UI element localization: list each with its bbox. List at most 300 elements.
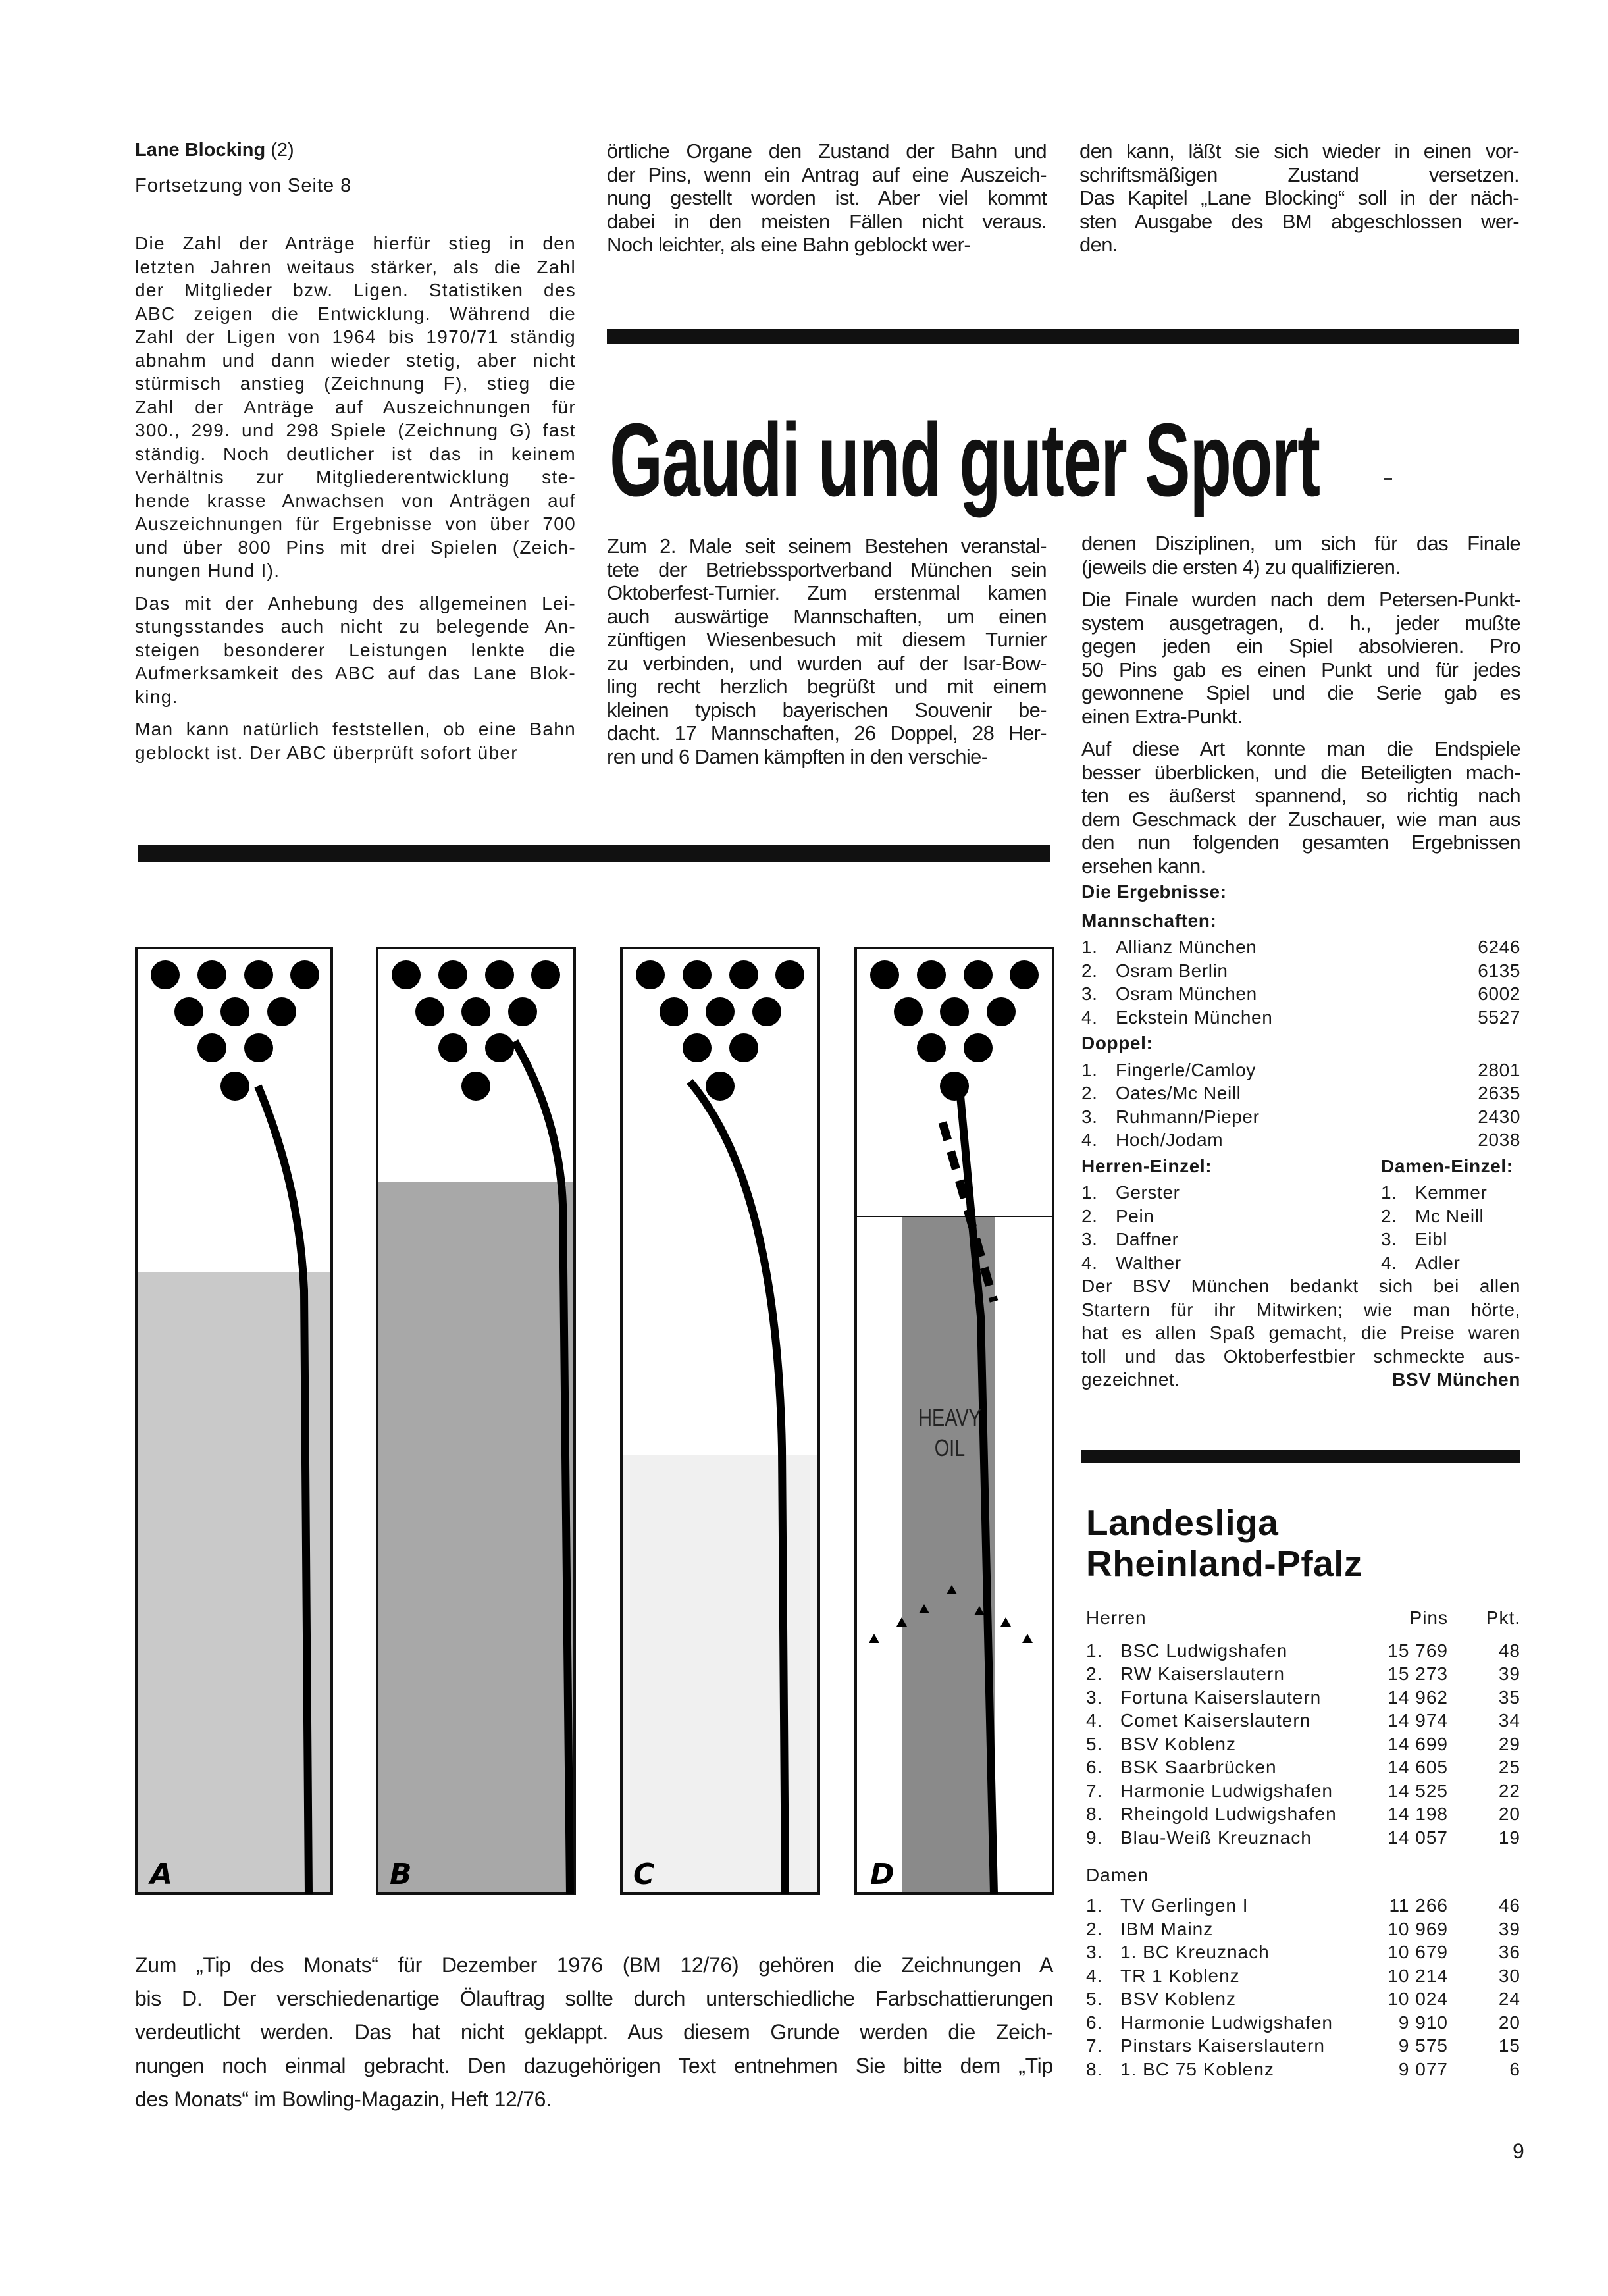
article-title: Gaudi und guter Sport xyxy=(609,402,1320,518)
rank: 9. xyxy=(1086,1827,1103,1848)
rank: 1. xyxy=(1086,1895,1103,1916)
entry xyxy=(1086,2059,1274,2083)
table-row xyxy=(1086,1919,1520,1943)
gaudi-col3-text xyxy=(1081,532,1520,877)
entry xyxy=(1081,1128,1223,1152)
pin xyxy=(729,960,758,989)
entry xyxy=(1086,1710,1310,1734)
team-name: Fortuna Kaiserslautern xyxy=(1120,1686,1322,1708)
pin xyxy=(220,997,249,1026)
table-header xyxy=(1086,1607,1520,1631)
pin xyxy=(1010,960,1039,989)
text-line: dem Geschmack der Zuschauer, wie man aus xyxy=(1081,807,1520,831)
text-line: Die Zahl der Anträge hierfür stieg in den xyxy=(135,233,576,253)
list-item xyxy=(1081,935,1520,959)
pins: 14 057 xyxy=(1388,1827,1448,1848)
pins: 9 077 xyxy=(1398,2058,1448,2079)
team-name: Comet Kaiserslautern xyxy=(1120,1710,1311,1731)
pin xyxy=(244,1033,273,1062)
pin xyxy=(964,960,993,989)
name: Eibl xyxy=(1415,1229,1448,1249)
table-row xyxy=(1086,2035,1520,2059)
points: 24 xyxy=(1498,1989,1520,2009)
text-line: Auszeichnungen für Ergebnisse von über 700 xyxy=(135,513,576,534)
pin xyxy=(660,997,688,1026)
team-name: IBM Mainz xyxy=(1120,1918,1214,1939)
points: 29 xyxy=(1498,1733,1520,1754)
list-item xyxy=(1081,1228,1381,1251)
text-line: den. xyxy=(1079,233,1118,256)
table-row xyxy=(1086,1640,1520,1664)
text-line: ABC zeigen die Entwicklung. Während die xyxy=(135,303,576,324)
values xyxy=(1362,1781,1520,1804)
name: Pein xyxy=(1116,1205,1154,1226)
text-line: (jeweils die ersten 4) zu qualifizieren. xyxy=(1081,555,1401,579)
rank: 2. xyxy=(1081,1083,1098,1103)
heading-bold: Lane Blocking xyxy=(135,140,266,161)
herren-einzel xyxy=(1081,1155,1381,1275)
pin xyxy=(461,997,490,1026)
text-line: ersehen kann. xyxy=(1081,854,1206,877)
entry xyxy=(1086,1640,1287,1664)
paragraph xyxy=(1081,532,1520,579)
text-line: ling recht herzlich begrüßt und mit einem xyxy=(607,675,1047,698)
landesliga-section xyxy=(1086,1502,1520,2082)
heavy-oil-label-2: OIL xyxy=(934,1434,966,1461)
entry xyxy=(1081,1058,1256,1082)
pin xyxy=(894,997,923,1026)
name: Kemmer xyxy=(1415,1182,1488,1203)
paragraph xyxy=(1081,737,1520,877)
pin xyxy=(485,1033,514,1062)
text-line: ren und 6 Damen kämpften in den verschie- xyxy=(607,744,988,768)
text-line: ständig. Noch deutlicher ist das in keinem xyxy=(135,443,576,464)
text-line: hende krasse Anwachsen von Anträgen auf xyxy=(135,490,576,511)
pins: 14 699 xyxy=(1388,1733,1448,1754)
score: 6246 xyxy=(1478,937,1520,957)
points: 36 xyxy=(1498,1942,1520,1962)
text-line: Noch leichter, als eine Bahn geblockt wer- xyxy=(607,233,971,256)
score: 2038 xyxy=(1478,1130,1520,1150)
values xyxy=(1362,1966,1520,1989)
damen-einzel xyxy=(1381,1155,1520,1275)
text-line: Das Kapitel „Lane Blocking“ soll in der näch- xyxy=(1079,186,1519,209)
points: 30 xyxy=(1498,1965,1520,1986)
pin xyxy=(706,997,735,1026)
pin xyxy=(917,960,946,989)
title-dash xyxy=(1384,478,1392,480)
entry xyxy=(1086,1919,1213,1943)
pin xyxy=(964,1033,993,1062)
name: Ruhmann/Pieper xyxy=(1116,1106,1260,1127)
lane-label-c: C xyxy=(633,1858,655,1891)
score: 2635 xyxy=(1478,1083,1520,1103)
page-number: 9 xyxy=(1513,2139,1524,2163)
entry xyxy=(1081,1006,1272,1030)
lane-blocking-col3 xyxy=(1079,140,1519,266)
rank: 2. xyxy=(1081,960,1098,981)
values xyxy=(1362,1919,1520,1943)
text-line: auch auswärtige Mannschaften, um einen xyxy=(607,604,1047,628)
table-row xyxy=(1086,1757,1520,1781)
text-line: sten Ausgabe des BM abgeschlossen wer- xyxy=(1079,209,1519,233)
entry xyxy=(1081,1251,1181,1275)
pin xyxy=(290,960,319,989)
values xyxy=(1362,1710,1520,1734)
text-line: king. xyxy=(135,686,178,707)
score: 5527 xyxy=(1478,1006,1520,1028)
name: Daffner xyxy=(1116,1229,1179,1249)
list-item xyxy=(1081,1205,1381,1228)
team-name: BSC Ludwigshafen xyxy=(1120,1640,1288,1661)
rank: 6. xyxy=(1086,2012,1103,2033)
heavy-oil-label-1: HEAVY xyxy=(918,1403,981,1431)
text-line: Das mit der Anhebung des allgemeinen Lei- xyxy=(135,592,576,613)
rank: 1. xyxy=(1381,1182,1397,1203)
entry xyxy=(1081,935,1257,959)
rank: 2. xyxy=(1086,1918,1103,1939)
rank: 4. xyxy=(1381,1252,1397,1273)
points: 39 xyxy=(1498,1663,1520,1684)
list-item xyxy=(1081,982,1520,1006)
table-row xyxy=(1086,1804,1520,1827)
paragraph xyxy=(1079,140,1519,257)
lane-label-a: A xyxy=(150,1858,173,1891)
text-line: zünftigen Wiesenbesuch mit diesem Turnier xyxy=(607,628,1047,651)
divider-bar xyxy=(1081,1450,1520,1463)
team-name: 1. BC 75 Koblenz xyxy=(1120,2058,1274,2079)
entry xyxy=(1081,982,1257,1006)
team-name: BSV Koblenz xyxy=(1120,1989,1236,2009)
team-name: Pinstars Kaiserslautern xyxy=(1120,2035,1325,2056)
text-line: schriftsmäßigen Zustand versetzen. xyxy=(1079,163,1519,186)
entry xyxy=(1086,1781,1333,1804)
damen-label: Damen xyxy=(1086,1865,1149,1885)
text-line: Oktoberfest-Turnier. Zum erstenmal kamen xyxy=(607,581,1047,604)
name: Eckstein München xyxy=(1116,1006,1273,1028)
pin xyxy=(197,960,226,989)
doppel-list xyxy=(1081,1058,1520,1152)
score: 2430 xyxy=(1478,1106,1520,1127)
entry xyxy=(1381,1251,1460,1275)
text-line: Startern für ihr Mitwirken; wie man hörte, xyxy=(1081,1299,1520,1320)
text-line: gegen jeden ein Spiel absolvieren. Pro xyxy=(1081,635,1520,658)
text-line: Zum 2. Male seit seinem Bestehen veranstal- xyxy=(607,535,1047,558)
values xyxy=(1362,1640,1520,1664)
signature: BSV München xyxy=(1392,1369,1520,1390)
pin xyxy=(775,960,804,989)
rank: 3. xyxy=(1086,1942,1103,1962)
rank: 4. xyxy=(1081,1252,1098,1273)
pin xyxy=(940,997,969,1026)
rank: 2. xyxy=(1086,1663,1103,1684)
lane-label-b: B xyxy=(390,1858,412,1891)
text-line: Die Finale wurden nach dem Petersen-Punkt- xyxy=(1081,588,1520,611)
lane-label-d: D xyxy=(870,1858,895,1891)
name: Mc Neill xyxy=(1415,1205,1484,1226)
points: 20 xyxy=(1498,2012,1520,2033)
list-item xyxy=(1381,1251,1520,1275)
pin xyxy=(151,960,180,989)
text-line: kleinen typisch bayerischen Souvenir be- xyxy=(607,698,1047,721)
text-line: tete der Betriebssportverband München sein xyxy=(607,558,1047,581)
entry xyxy=(1086,1895,1249,1919)
damen-table xyxy=(1086,1895,1520,2082)
text-line: stungsstandes auch nicht zu belegende An- xyxy=(135,616,576,637)
pin xyxy=(729,1033,758,1062)
rank: 2. xyxy=(1081,1205,1098,1226)
pins: 10 969 xyxy=(1388,1918,1448,1939)
name: Osram Berlin xyxy=(1116,960,1228,981)
heading-suffix: (2) xyxy=(265,140,294,161)
values xyxy=(1362,2012,1520,2036)
values xyxy=(1362,1663,1520,1687)
rank: 5. xyxy=(1086,1989,1103,2009)
text-line: letzten Jahren weitaus stärker, als die Zahl xyxy=(135,256,576,277)
values xyxy=(1362,1804,1520,1827)
text-line: bis D. Der verschiedenartige Ölauftrag sollte durch unterschiedliche Farbschattierungen xyxy=(135,1987,1053,2010)
team-name: Harmonie Ludwigshafen xyxy=(1120,1780,1333,1801)
rank: 1. xyxy=(1081,1059,1098,1080)
values xyxy=(1362,1757,1520,1781)
text-line: Der BSV München bedankt sich bei allen xyxy=(1081,1276,1520,1296)
list-item xyxy=(1081,1006,1520,1030)
text-line: Verhältnis zur Mitgliederentwicklung ste- xyxy=(135,467,576,487)
entry xyxy=(1081,1181,1180,1205)
entry xyxy=(1081,1205,1154,1228)
text-line: den kann, läßt sie sich wieder in einen vor- xyxy=(1079,140,1519,163)
rank: 8. xyxy=(1086,1804,1103,1824)
landesliga-title-2: Rheinland-Pfalz xyxy=(1086,1543,1363,1584)
table-row xyxy=(1086,1827,1520,1851)
text-line: gewonnene Spiel und die Serie gab es xyxy=(1081,681,1520,704)
list-item xyxy=(1081,1105,1520,1129)
rank: 7. xyxy=(1086,1780,1103,1801)
text-line: den nun folgenden gesamten Ergebnissen xyxy=(1081,831,1520,854)
rank: 1. xyxy=(1086,1640,1103,1661)
pins: 9 575 xyxy=(1398,2035,1448,2056)
herren-table xyxy=(1086,1640,1520,1851)
rank: 5. xyxy=(1086,1733,1103,1754)
pins: 10 679 xyxy=(1388,1942,1448,1962)
team-name: Rheingold Ludwigshafen xyxy=(1120,1804,1337,1824)
name: Adler xyxy=(1415,1252,1461,1273)
pins: 15 273 xyxy=(1388,1663,1448,1684)
entry xyxy=(1086,2035,1325,2059)
text-line: Zum „Tip des Monats“ für Dezember 1976 (BM 12/76) gehören die Zeichnungen A xyxy=(135,1953,1053,1977)
text-line: und über 800 Pins mit drei Spielen (Zeich- xyxy=(135,536,576,558)
list-item xyxy=(1081,959,1520,983)
rank: 4. xyxy=(1086,1710,1103,1731)
closing-last: gezeichnet. xyxy=(1081,1369,1180,1390)
pin xyxy=(752,997,781,1026)
rank: 6. xyxy=(1086,1757,1103,1777)
text-line: der Mitglieder bzw. Ligen. Statistiken des xyxy=(135,280,576,300)
pin xyxy=(392,960,421,989)
table-row xyxy=(1086,1989,1520,2012)
text-line: besser überblicken, und die Beteiligten mach- xyxy=(1081,760,1520,784)
gaudi-col3 xyxy=(1081,532,1520,1392)
points: 15 xyxy=(1498,2035,1520,2056)
pin xyxy=(485,960,514,989)
text-line: verdeutlicht werden. Das hat nicht geklappt. Aus diesem Grunde werden die Zeich- xyxy=(135,2020,1053,2044)
text-line: dabei in den meisten Fällen nicht veraus. xyxy=(607,209,1047,233)
values xyxy=(1362,1827,1520,1851)
text-line: einen Extra-Punkt. xyxy=(1081,704,1243,728)
col-pins: Pins xyxy=(1409,1607,1448,1628)
team-name: BSK Saarbrücken xyxy=(1120,1757,1277,1777)
table-row xyxy=(1086,2012,1520,2036)
values xyxy=(1362,1734,1520,1758)
rank: 3. xyxy=(1081,1106,1098,1127)
table-row xyxy=(1086,1734,1520,1758)
pin xyxy=(706,1072,735,1101)
name: Oates/Mc Neill xyxy=(1116,1083,1241,1103)
damen-einzel-list xyxy=(1381,1181,1520,1274)
table-row xyxy=(1086,1895,1520,1919)
entry xyxy=(1081,1228,1179,1251)
table-row xyxy=(1086,1966,1520,1989)
doppel-heading: Doppel: xyxy=(1081,1033,1153,1053)
pins: 10 024 xyxy=(1388,1989,1448,2009)
entry xyxy=(1381,1205,1484,1228)
points: 25 xyxy=(1498,1757,1520,1777)
table-row xyxy=(1086,2059,1520,2083)
text-line: nungen noch einmal gebracht. Den dazugehörigen Text entnehmen Sie bitte dem „Tip xyxy=(135,2054,1053,2077)
lane-caption xyxy=(135,1948,1053,2116)
points: 20 xyxy=(1498,1804,1520,1824)
pin xyxy=(531,960,560,989)
team-name: RW Kaiserslautern xyxy=(1120,1663,1285,1684)
pins: 10 214 xyxy=(1388,1965,1448,1986)
entry xyxy=(1086,1966,1240,1989)
mannschaften-heading: Mannschaften: xyxy=(1081,910,1217,931)
pin xyxy=(461,1072,490,1101)
pin xyxy=(636,960,665,989)
list-item xyxy=(1081,1251,1381,1275)
pin xyxy=(415,997,444,1026)
text-line: nungen Hund I). xyxy=(135,560,280,581)
pin xyxy=(244,960,273,989)
pin xyxy=(267,997,296,1026)
pin xyxy=(220,1072,249,1101)
entry xyxy=(1086,2012,1333,2036)
rank: 2. xyxy=(1381,1205,1397,1226)
einzel-section xyxy=(1081,1155,1520,1275)
text-line: Zahl der Anträge auf Auszeichnungen für xyxy=(135,396,576,417)
values xyxy=(1362,2059,1520,2083)
values xyxy=(1362,1942,1520,1966)
pin xyxy=(197,1033,226,1062)
pins: 9 910 xyxy=(1398,2012,1448,2033)
text-line: geblockt ist. Der ABC überprüft sofort über xyxy=(135,742,518,763)
herren-label: Herren xyxy=(1086,1607,1147,1628)
rank: 4. xyxy=(1086,1965,1103,1986)
entry xyxy=(1086,1663,1285,1687)
pins: 14 962 xyxy=(1388,1686,1448,1708)
text-line: 300., 299. und 298 Spiele (Zeichnung G) fast xyxy=(135,420,576,440)
name: Hoch/Jodam xyxy=(1116,1130,1224,1150)
team-name: Blau-Weiß Kreuznach xyxy=(1120,1827,1312,1848)
entry xyxy=(1086,1734,1236,1758)
entry xyxy=(1086,1827,1312,1851)
pin xyxy=(683,960,712,989)
table-row xyxy=(1086,1942,1520,1966)
text-line: 50 Pins gab es einen Punkt und für jedes xyxy=(1081,658,1520,681)
results-heading: Die Ergebnisse: xyxy=(1081,881,1227,902)
landesliga-table xyxy=(1086,1607,1520,2082)
text-line: zu verbinden, und wurden auf der Isar-Bow- xyxy=(607,651,1047,675)
text-line: Auf diese Art konnte man die Endspiele xyxy=(1081,737,1520,760)
col-pkt: Pkt. xyxy=(1486,1607,1520,1628)
values xyxy=(1362,1687,1520,1711)
results xyxy=(1081,880,1520,1392)
damen-einzel-heading: Damen-Einzel: xyxy=(1381,1155,1513,1176)
entry xyxy=(1086,1804,1337,1827)
rank: 8. xyxy=(1086,2058,1103,2079)
text-line: des Monats“ im Bowling-Magazin, Heft 12/76. xyxy=(135,2087,552,2111)
rank: 3. xyxy=(1081,1229,1098,1249)
points: 34 xyxy=(1498,1710,1520,1731)
values xyxy=(1362,1989,1520,2012)
values xyxy=(1362,2035,1520,2059)
text-line: abnahm und dann wieder stetig, aber nicht xyxy=(135,350,576,371)
entry xyxy=(1086,1942,1270,1966)
text-line: hat es allen Spaß gemacht, die Preise waren xyxy=(1081,1322,1520,1343)
entry xyxy=(1081,1105,1260,1129)
name: Gerster xyxy=(1116,1182,1180,1203)
text-line: system ausgetragen, d. h., jeder mußte xyxy=(1081,611,1520,635)
mannschaften-list xyxy=(1081,935,1520,1029)
points: 46 xyxy=(1498,1895,1520,1916)
name: Fingerle/Camloy xyxy=(1116,1059,1256,1080)
text-line: nung gestellt worden ist. Aber viel kommt xyxy=(607,186,1047,209)
landesliga-title-1: Landesliga xyxy=(1086,1502,1279,1543)
text-line: stürmisch anstieg (Zeichnung F), stieg die xyxy=(135,373,576,394)
rank: 4. xyxy=(1081,1130,1098,1150)
rank: 1. xyxy=(1081,937,1098,957)
text-line: steigen besonderer Leistungen lenkte die xyxy=(135,639,576,660)
entry xyxy=(1086,1687,1321,1711)
pins: 15 769 xyxy=(1388,1640,1448,1661)
list-item xyxy=(1081,1181,1381,1205)
table-row xyxy=(1086,1781,1520,1804)
team-name: BSV Koblenz xyxy=(1120,1733,1236,1754)
points: 22 xyxy=(1498,1780,1520,1801)
list-item xyxy=(1081,1128,1520,1152)
pins: 14 974 xyxy=(1388,1710,1448,1731)
team-name: TR 1 Koblenz xyxy=(1120,1965,1240,1986)
entry xyxy=(1081,1082,1241,1105)
name: Allianz München xyxy=(1116,937,1257,957)
values xyxy=(1362,1895,1520,1919)
pin xyxy=(870,960,899,989)
text-line: denen Disziplinen, um sich für das Finale xyxy=(1081,532,1520,555)
points: 39 xyxy=(1498,1918,1520,1939)
pin xyxy=(438,1033,467,1062)
pins: 11 266 xyxy=(1389,1895,1448,1916)
rank: 3. xyxy=(1086,1686,1103,1708)
list-item xyxy=(1381,1181,1520,1205)
score: 6135 xyxy=(1478,960,1520,981)
rank: 3. xyxy=(1381,1229,1397,1249)
name: Osram München xyxy=(1116,983,1257,1004)
closing-last-line xyxy=(1081,1368,1520,1392)
entry xyxy=(1086,1757,1277,1781)
text-line: ten es äußerst spannend, so richtig nach xyxy=(1081,784,1520,807)
closing-text xyxy=(1081,1274,1520,1368)
pin xyxy=(508,997,537,1026)
